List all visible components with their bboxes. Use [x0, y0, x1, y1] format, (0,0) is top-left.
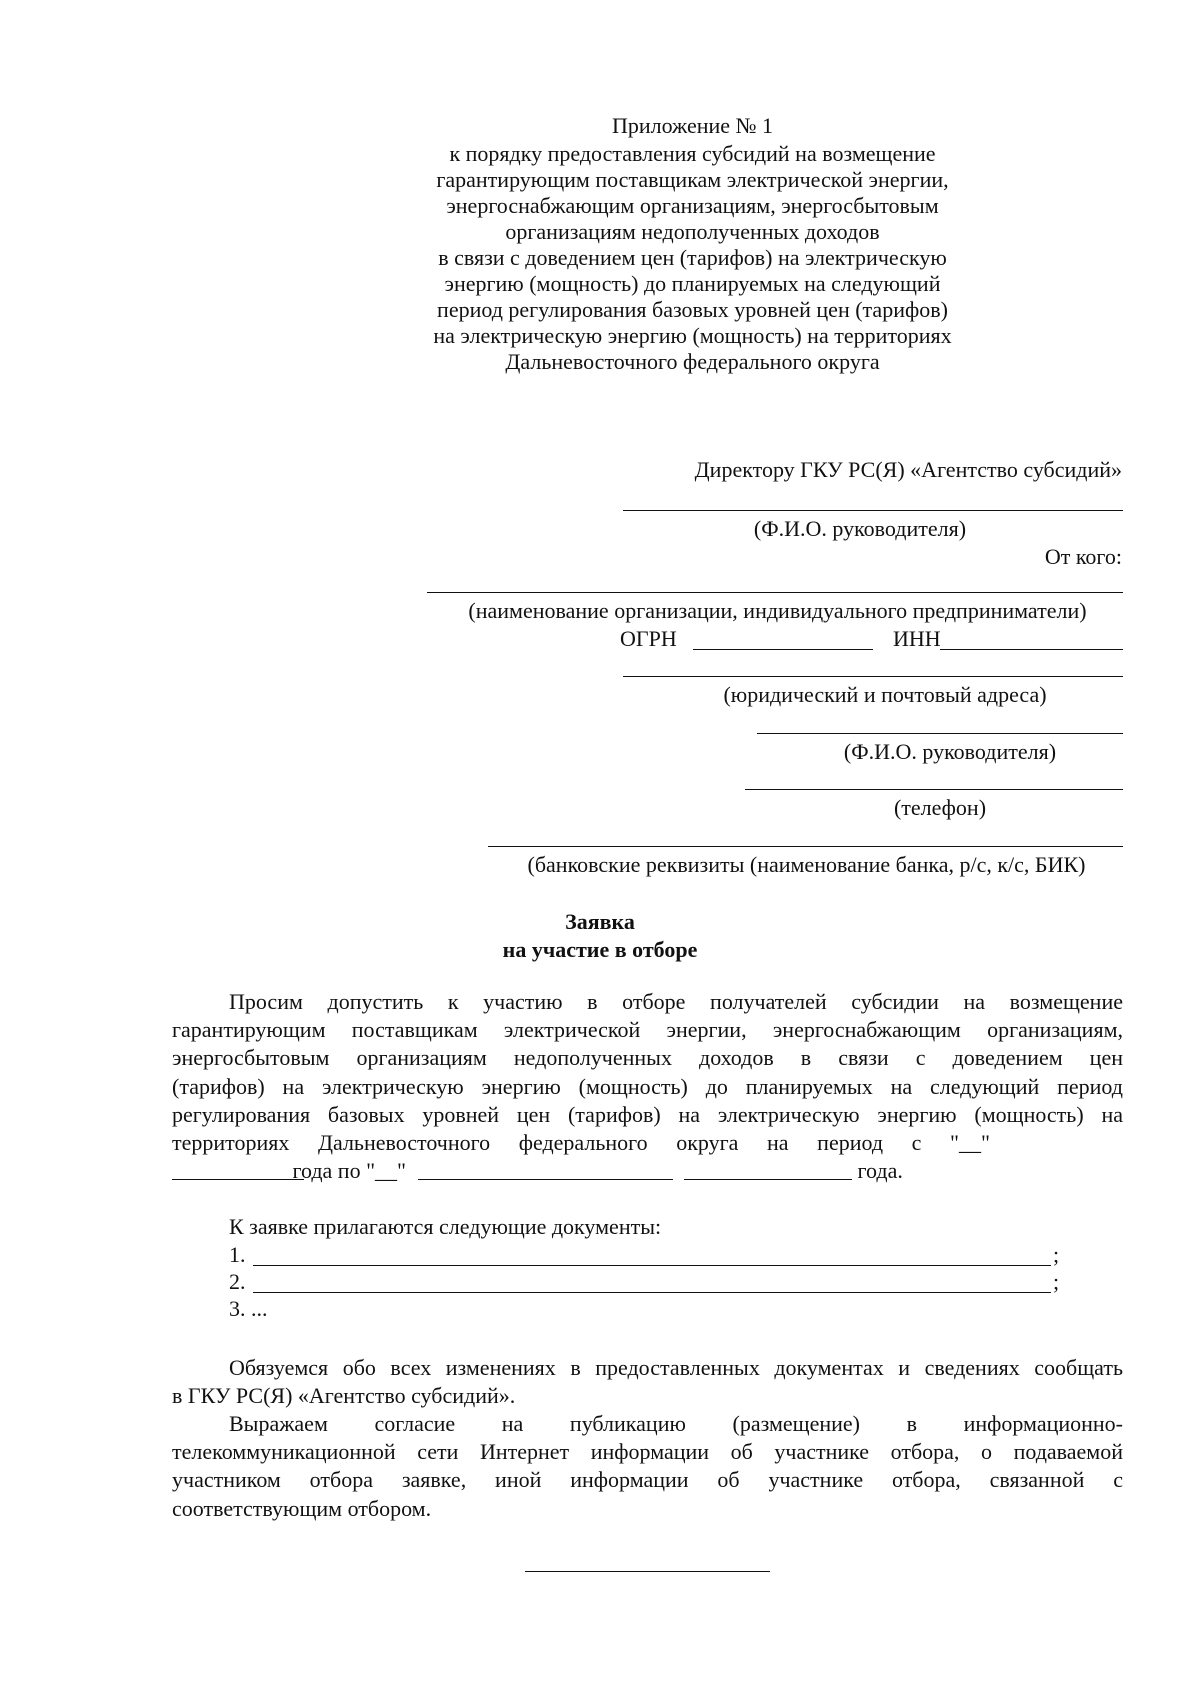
- attachment-number: 1.: [229, 1242, 246, 1267]
- attachment-field-1[interactable]: [253, 1265, 1051, 1266]
- request-year-line: [172, 1157, 1123, 1185]
- org-name-hint: (наименование организации, индивидуального предприниматели): [468, 598, 1087, 623]
- period-start-month-field[interactable]: [182, 1157, 304, 1180]
- request-line: Просим допустить к участию в отборе получателей субсидии на возмещение: [229, 989, 1123, 1014]
- obligation-paragraph: [172, 1354, 1123, 1410]
- phone-field[interactable]: [745, 789, 1123, 790]
- head-name-hint: (Ф.И.О. руководителя): [753, 516, 967, 541]
- address-hint: (юридический и почтовый адреса): [723, 682, 1047, 707]
- year-from-label: года по "__": [292, 1158, 407, 1184]
- inn-label: ИНН: [893, 626, 941, 651]
- request-paragraph: [172, 988, 1123, 1185]
- address-field[interactable]: [623, 676, 1123, 677]
- appendix-line: Дальневосточного федерального округа: [505, 349, 880, 374]
- from-label: От кого:: [1044, 544, 1122, 569]
- attachment-field-2[interactable]: [253, 1292, 1051, 1293]
- obligation-line: в ГКУ РС(Я) «Агентство субсидий».: [172, 1383, 516, 1409]
- attachment-terminator: ;: [1053, 1242, 1060, 1267]
- consent-paragraph: [172, 1410, 1123, 1523]
- appendix-line: Приложение № 1: [611, 113, 774, 138]
- consent-line: участником отбора заявке, иной информации об участнике отбора, связанной с: [172, 1467, 1123, 1493]
- appendix-line: на электрическую энергию (мощность) на территориях: [433, 323, 952, 348]
- period-end-month-field[interactable]: [418, 1157, 673, 1180]
- closing-separator: [525, 1571, 770, 1572]
- appendix-line: период регулирования базовых уровней цен (тарифов): [437, 297, 948, 322]
- attachment-number: 3. ...: [229, 1296, 268, 1321]
- appendix-line: организациям недополученных доходов: [505, 219, 880, 244]
- attachment-number: 2.: [229, 1269, 246, 1294]
- inn-field[interactable]: [940, 649, 1123, 650]
- phone-hint: (телефон): [893, 795, 987, 820]
- consent-line: соответствующим отбором.: [172, 1495, 432, 1521]
- obligation-line: Обязуемся обо всех изменениях в предоставленных документах и сведениях сообщать: [229, 1355, 1123, 1380]
- director-name-hint: (Ф.И.О. руководителя): [843, 739, 1057, 764]
- title-line-1: Заявка: [565, 909, 635, 934]
- appendix-line: в связи с доведением цен (тарифов) на электрическую: [438, 245, 947, 270]
- appendix-line: энергоснабжающим организациям, энергосбытовым: [446, 193, 939, 218]
- request-period-line: [172, 1129, 1123, 1157]
- ogrn-field[interactable]: [693, 649, 873, 650]
- request-line: (тарифов) на электрическую энергию (мощность) до планируемых на следующий период: [172, 1073, 1123, 1099]
- year-end-label: года.: [857, 1158, 903, 1184]
- appendix-line: энергию (мощность) до планируемых на следующий: [444, 271, 941, 296]
- bank-field[interactable]: [488, 846, 1123, 847]
- request-line: энергосбытовым организациям недополученных доходов в связи с доведением цен: [172, 1045, 1123, 1071]
- head-name-field[interactable]: [623, 510, 1123, 511]
- director-name-field[interactable]: [757, 733, 1123, 734]
- consent-line: телекоммуникационной сети Интернет информации об участнике отбора, о подаваемой: [172, 1439, 1123, 1465]
- ogrn-label: ОГРН: [620, 626, 677, 651]
- attachment-terminator: ;: [1053, 1269, 1060, 1294]
- consent-line: Выражаем согласие на публикацию (размещение) в информационно-: [229, 1411, 1123, 1436]
- request-line: гарантирующим поставщикам электрической энергии, энергоснабжающим организациям,: [172, 1017, 1123, 1043]
- period-end-year-field[interactable]: [684, 1157, 852, 1180]
- bank-hint: (банковские реквизиты (наименование банка, р/с, к/с, БИК): [527, 852, 1086, 877]
- attachments-intro: К заявке прилагаются следующие документы:: [229, 1214, 662, 1239]
- org-name-field[interactable]: [427, 592, 1123, 593]
- appendix-line: гарантирующим поставщикам электрической энергии,: [436, 167, 949, 192]
- addressee-to: Директору ГКУ РС(Я) «Агентство субсидий»: [694, 457, 1122, 482]
- request-line: территориях Дальневосточного федерального округа на период с "__": [172, 1129, 990, 1155]
- request-line: регулирования базовых уровней цен (тарифов) на электрическую энергию (мощность) на: [172, 1101, 1123, 1127]
- title-line-2: на участие в отборе: [502, 937, 698, 962]
- appendix-line: к порядку предоставления субсидий на возмещение: [449, 141, 936, 166]
